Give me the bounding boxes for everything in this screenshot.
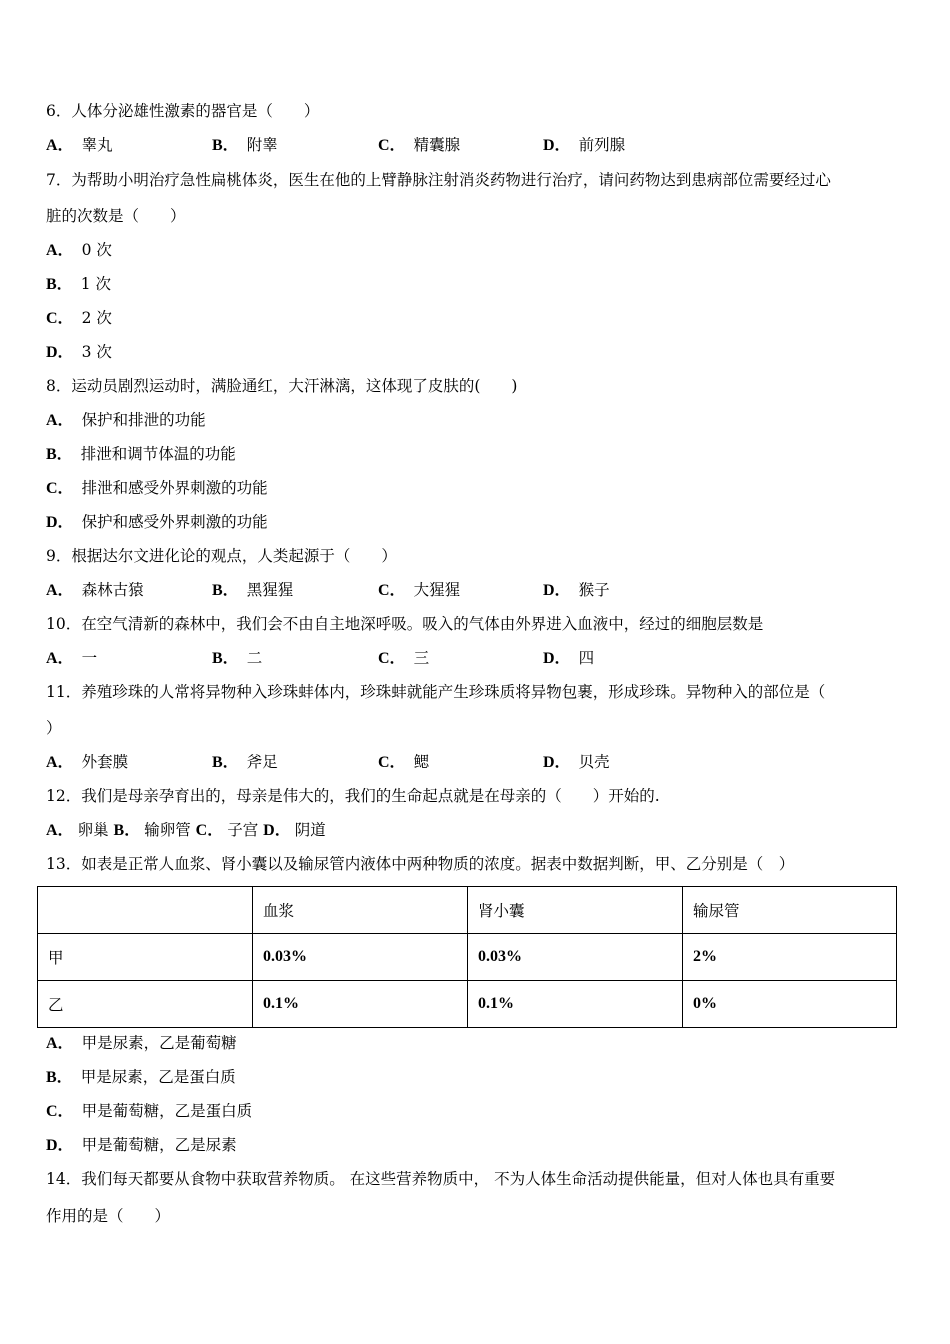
q10-option-b: B． 二: [212, 649, 263, 667]
q10-option-a: A． 一: [46, 649, 98, 667]
q13-option-a: A． 甲是尿素，乙是葡萄糖: [46, 1034, 237, 1052]
q11-option-b: B． 斧足: [212, 753, 278, 771]
q10-option-c: C． 三: [378, 649, 430, 667]
q6-option-a: A． 睾丸: [46, 136, 113, 154]
q9-option-d: D． 猴子: [543, 581, 610, 599]
table-row: [38, 981, 897, 1028]
q14-stem-line2: 作用的是（ ）: [46, 1207, 171, 1225]
q12-stem: 12．我们是母亲孕育出的，母亲是伟大的，我们的生命起点就是在母亲的（ ）开始的.: [46, 787, 660, 805]
q8-stem: 8．运动员剧烈运动时，满脸通红，大汗淋漓，这体现了皮肤的( ): [46, 377, 518, 395]
q13-option-d: D． 甲是葡萄糖，乙是尿素: [46, 1136, 237, 1154]
q9-option-c: C． 大猩猩: [378, 581, 461, 599]
q9-stem: 9．根据达尔文进化论的观点，人类起源于（ ）: [46, 547, 397, 565]
table-cell: 0.1%: [253, 981, 468, 1028]
q11-option-d: D． 贝壳: [543, 753, 610, 771]
q11-stem-line1: 11．养殖珍珠的人常将异物种入珍珠蚌体内，珍珠蚌就能产生珍珠质将异物包裹，形成珍珠。异物种入的部位是（: [46, 683, 826, 701]
q13-stem: 13．如表是正常人血浆、肾小囊以及输尿管内液体中两种物质的浓度。据表中数据判断，甲、乙分别是（ ）: [46, 855, 795, 873]
q7-option-c: C． 2 次: [46, 309, 112, 327]
q10-option-d: D． 四: [543, 649, 595, 667]
table-row: [38, 934, 897, 981]
q13-table: [37, 886, 897, 1028]
q6-option-b: B． 附睾: [212, 136, 278, 154]
q10-stem: 10．在空气清新的森林中，我们会不由自主地深呼吸。吸入的气体由外界进入血液中，经过的细胞层数是: [46, 615, 764, 633]
q8-option-b: B． 排泄和调节体温的功能: [46, 445, 236, 463]
table-cell: 乙: [38, 981, 253, 1028]
q13-option-b: B． 甲是尿素，乙是蛋白质: [46, 1068, 236, 1086]
q14-stem-line1: 14．我们每天都要从食物中获取营养物质。 在这些营养物质中， 不为人体生命活动提供能量，但对人体也具有重要: [46, 1170, 836, 1188]
q7-stem-line2: 脏的次数是（ ）: [46, 207, 186, 225]
q13-option-c: C． 甲是葡萄糖，乙是蛋白质: [46, 1102, 253, 1120]
table-cell: 2%: [683, 934, 897, 981]
q7-stem-line1: 7．为帮助小明治疗急性扁桃体炎，医生在他的上臂静脉注射消炎药物进行治疗，请问药物达到患病部位需要经过心: [46, 171, 831, 189]
table-cell: [38, 887, 253, 934]
table-cell: 输尿管: [683, 887, 897, 934]
q6-option-c: C． 精囊腺: [378, 136, 461, 154]
table-cell: 0.03%: [468, 934, 683, 981]
q8-option-a: A． 保护和排泄的功能: [46, 411, 206, 429]
q7-option-a: A． 0 次: [46, 241, 112, 259]
table-cell: 血浆: [253, 887, 468, 934]
q9-option-a: A． 森林古猿: [46, 581, 144, 599]
table-cell: 肾小囊: [468, 887, 683, 934]
table-cell: 0.1%: [468, 981, 683, 1028]
table-cell: 甲: [38, 934, 253, 981]
q7-option-d: D． 3 次: [46, 343, 112, 361]
q6-stem: 6．人体分泌雄性激素的器官是（ ）: [46, 102, 320, 120]
q12-options-inline: A． 卵巢 B． 输卵管 C． 子宫 D． 阴道: [46, 821, 326, 839]
q9-option-b: B． 黑猩猩: [212, 581, 294, 599]
q6-option-d: D． 前列腺: [543, 136, 626, 154]
table-cell: 0.03%: [253, 934, 468, 981]
q7-option-b: B． 1 次: [46, 275, 111, 293]
q11-option-c: C． 鳃: [378, 753, 430, 771]
q11-stem-line2: ）: [46, 719, 62, 737]
table-cell: 0%: [683, 981, 897, 1028]
q11-option-a: A． 外套膜: [46, 753, 129, 771]
table-header-row: [38, 887, 897, 934]
q8-option-d: D． 保护和感受外界刺激的功能: [46, 513, 268, 531]
q8-option-c: C． 排泄和感受外界刺激的功能: [46, 479, 268, 497]
